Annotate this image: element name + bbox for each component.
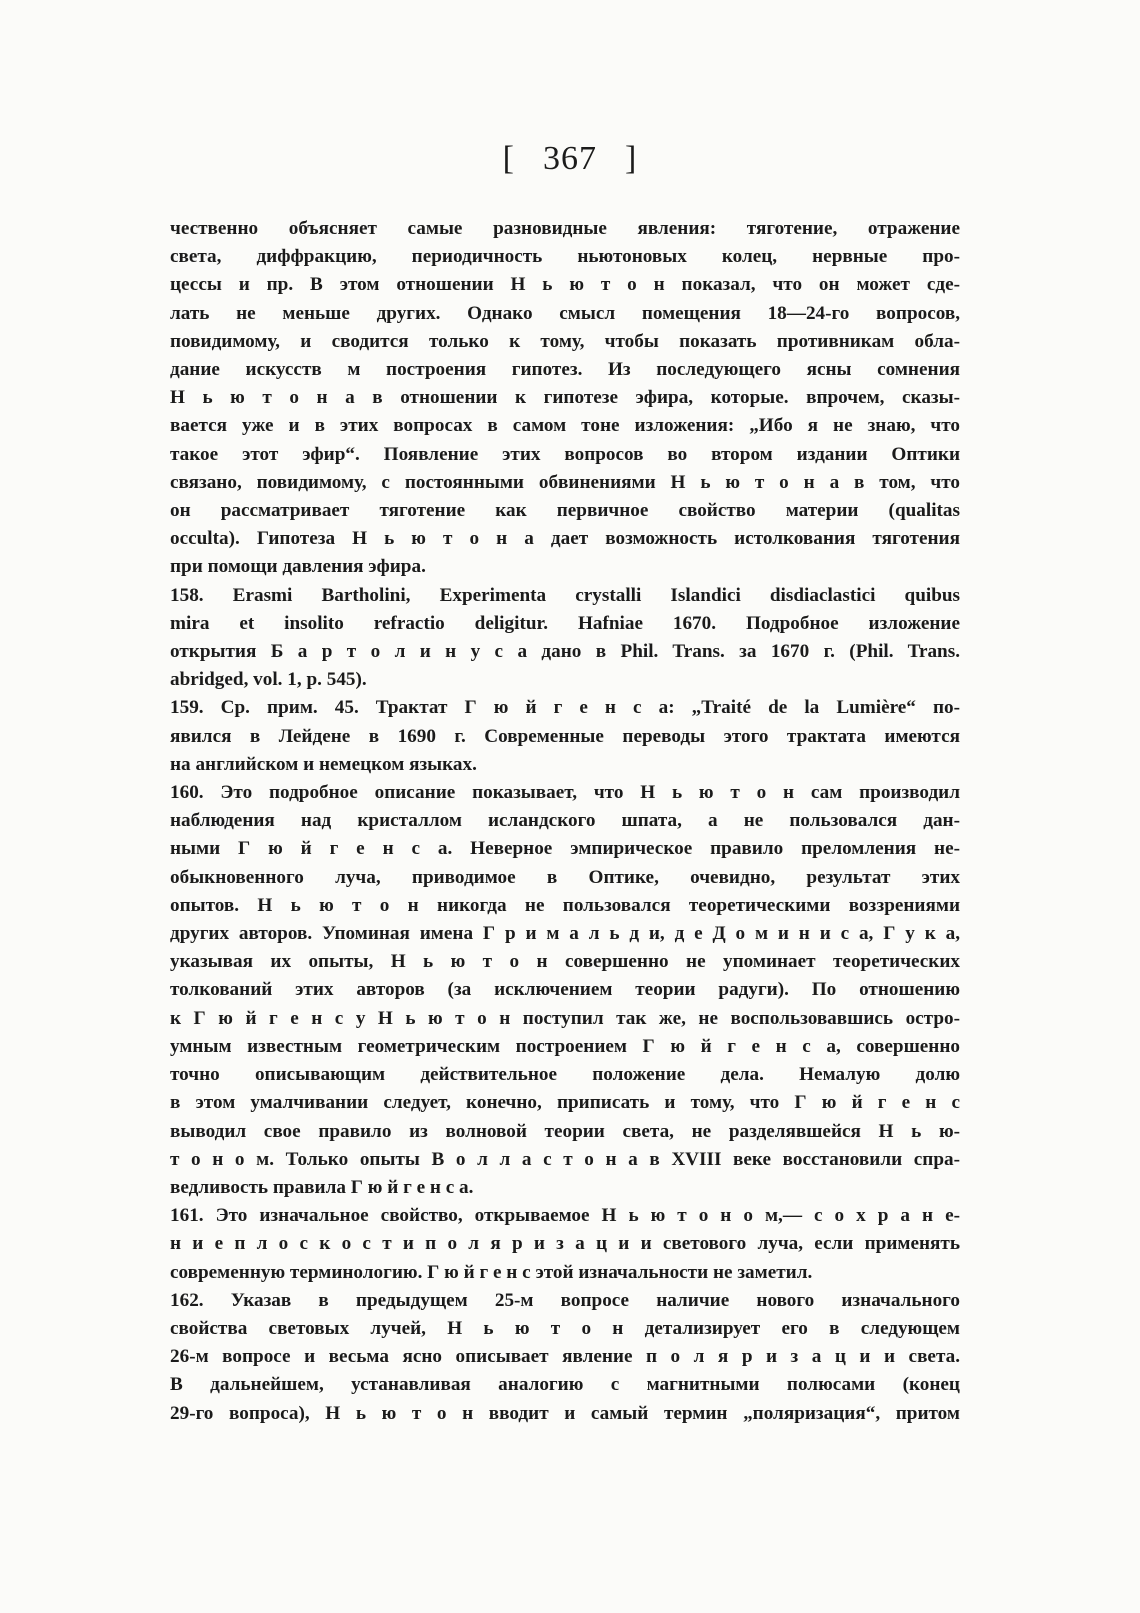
page-number-value: 367 bbox=[543, 140, 597, 177]
note-160-line: указывая их опыты, Н ь ю т о н совершенно не упоминает теоретических bbox=[170, 951, 960, 973]
note-158-line: mira et insolito refractio deligitur. Hafniae 1670. Подробное изложение bbox=[170, 612, 960, 634]
note-160-line: 160. Это подробное описание показывает, что Н ь ю т о н сам производил bbox=[170, 782, 960, 804]
text-line: occulta). Гипотеза Н ь ю т о н а дает возможность истолкования тяготения bbox=[170, 528, 960, 550]
note-162-line: В дальнейшем, устанавливая аналогию с магнитными полюсами (конец bbox=[170, 1374, 960, 1396]
text-line: цессы и пр. В этом отношении Н ь ю т о н показал, что он может сде- bbox=[170, 274, 960, 296]
text-line: света, диффракцию, периодичность ньютоновых колец, нервные про- bbox=[170, 246, 960, 268]
note-161-line: 161. Это изначальное свойство, открываемое Н ь ю т о н о м,— с о х р а н е- bbox=[170, 1205, 960, 1227]
text-line: дание искусств м построения гипотез. Из последующего ясны сомнения bbox=[170, 359, 960, 381]
note-162-line: 162. Указав в предыдущем 25-м вопросе наличие нового изначального bbox=[170, 1289, 960, 1311]
text-line: связано, повидимому, с постоянными обвинениями Н ь ю т о н а в том, что bbox=[170, 471, 960, 493]
page-number bbox=[0, 140, 1140, 178]
note-161-line: современную терминологию. Г ю й г е н с этой изначальности не заметил. bbox=[170, 1261, 813, 1283]
note-160-line: других авторов. Упоминая имена Г р и м а л ь д и, д е Д о м и н и с а, Г у к а, bbox=[170, 923, 960, 945]
page-number-bracket-close: ] bbox=[625, 140, 638, 177]
text-line: повидимому, и сводится только к тому, чтобы показать противникам обла- bbox=[170, 330, 960, 352]
note-160-line: выводил свое правило из волновой теории света, не разделявшейся Н ь ю- bbox=[170, 1120, 960, 1142]
note-158-line: 158. Erasmi Bartholini, Experimenta crystalli Islandici disdiaclastici quibus bbox=[170, 584, 960, 606]
text-line: вается уже и в этих вопросах в самом тоне изложения: „Ибо я не знаю, что bbox=[170, 415, 960, 437]
note-159-line: явился в Лейдене в 1690 г. Современные переводы этого трактата имеются bbox=[170, 725, 960, 747]
page-number-bracket-open: [ bbox=[502, 140, 515, 177]
body-text bbox=[170, 215, 960, 1428]
text-line: лать не меньше других. Однако смысл помещения 18—24-го вопросов, bbox=[170, 302, 960, 324]
note-160-line: точно описывающим действительное положение дела. Немалую долю bbox=[170, 1064, 960, 1086]
note-160-line: умным известным геометрическим построением Г ю й г е н с а, совершенно bbox=[170, 1035, 960, 1057]
note-160-line: к Г ю й г е н с у Н ь ю т о н поступил так же, не воспользовавшись остро- bbox=[170, 1007, 960, 1029]
note-160-line: обыкновенного луча, приводимое в Оптике, очевидно, результат этих bbox=[170, 866, 960, 888]
note-160-line: наблюдения над кристаллом исландского шпата, а не пользовался дан- bbox=[170, 810, 960, 832]
text-line: такое этот эфир“. Появление этих вопросов во втором издании Оптики bbox=[170, 443, 960, 465]
note-160-line: т о н о м. Только опыты В о л л а с т о н а в XVIII веке восстановили спра- bbox=[170, 1148, 960, 1170]
note-160-line: толкований этих авторов (за исключением теории радуги). По отношению bbox=[170, 979, 960, 1001]
note-160-line: в этом умалчивании следует, конечно, приписать и тому, что Г ю й г е н с bbox=[170, 1092, 960, 1114]
note-160-line: ными Г ю й г е н с а. Неверное эмпирическое правило преломления не- bbox=[170, 838, 960, 860]
note-161-line: н и е п л о с к о с т и п о л я р и з а ц и и светового луча, если применять bbox=[170, 1233, 960, 1255]
text-line: Н ь ю т о н а в отношении к гипотезе эфира, которые. впрочем, сказы- bbox=[170, 387, 960, 409]
note-162-line: 26-м вопросе и весьма ясно описывает явление п о л я р и з а ц и и света. bbox=[170, 1346, 960, 1368]
text-line: при помощи давления эфира. bbox=[170, 556, 426, 578]
note-162-line: 29-го вопроса), Н ь ю т о н вводит и самый термин „поляризация“, притом bbox=[170, 1402, 960, 1424]
note-160-line: ведливость правила Г ю й г е н с а. bbox=[170, 1176, 474, 1198]
note-159-line: 159. Ср. прим. 45. Трактат Г ю й г е н с а: „Traité de la Lumière“ по- bbox=[170, 697, 960, 719]
note-160-line: опытов. Н ь ю т о н никогда не пользовался теоретическими воззрениями bbox=[170, 894, 960, 916]
note-158-line: abridged, vol. 1, p. 545). bbox=[170, 669, 367, 691]
note-162-line: свойства световых лучей, Н ь ю т о н детализирует его в следующем bbox=[170, 1317, 960, 1339]
text-line: он рассматривает тяготение как первичное свойство материи (qualitas bbox=[170, 500, 960, 522]
note-158-line: открытия Б а р т о л и н у с а дано в Phil. Trans. за 1670 г. (Phil. Trans. bbox=[170, 641, 960, 663]
note-159-line: на английском и немецком языках. bbox=[170, 753, 477, 775]
text-line: чественно объясняет самые разновидные явления: тяготение, отражение bbox=[170, 218, 960, 239]
